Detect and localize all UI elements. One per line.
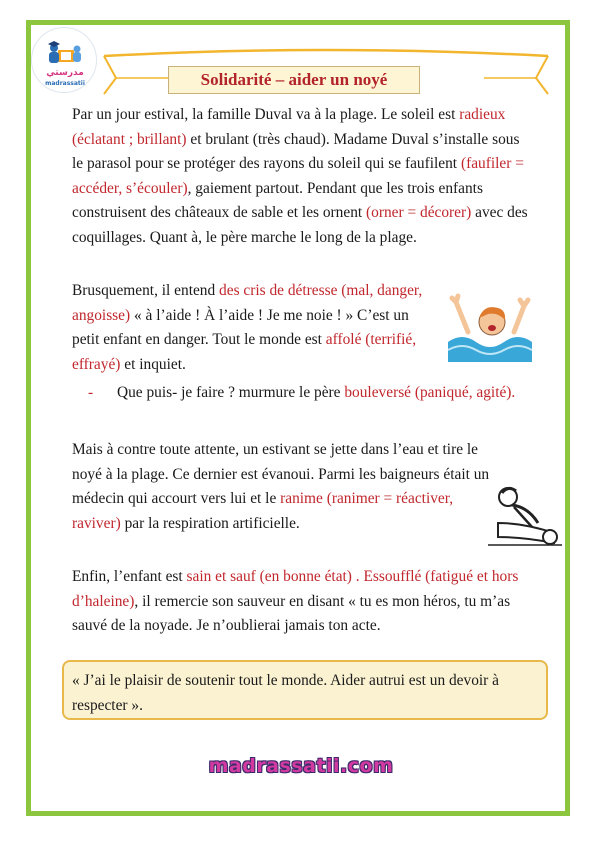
paragraph-5 xyxy=(72,565,532,639)
text-run: Que puis- je faire ? murmure le père xyxy=(117,384,345,401)
madrassatii-logo xyxy=(31,27,97,93)
moral-quote: « J’ai le plaisir de soutenir tout le monde. Aider autrui est un devoir à respecter ». xyxy=(72,672,499,714)
vocabulary-highlight: (orner = décorer) xyxy=(366,204,472,221)
text-run: Enfin, l’enfant est xyxy=(72,568,187,585)
drowning-child-illustration xyxy=(448,292,532,362)
vocabulary-highlight: bouleversé (paniqué, agité). xyxy=(344,384,516,401)
text-run: , gaiement partout. Pendant que les trois enfants construisent des châteaux de sable et les ornent xyxy=(72,179,483,221)
text-run: , il remercie son sauveur en disant « tu es mon héros, tu m’as sauvé de la noyade. Je n’oublierai jamais ton acte. xyxy=(72,592,511,634)
text-run: Mais à contre toute attente, un estivant se jette dans l’eau et tire le noyé à la plage. Ce dernier est évanoui. Parmi les baigneurs était un médecin qui accourt vers lui et le xyxy=(72,441,490,507)
vocabulary-highlight: sain et sauf (en bonne état) . Essoufflé (fatigué et hors d’haleine) xyxy=(72,568,519,610)
paragraph-2 xyxy=(72,279,432,377)
vocabulary-highlight: radieux (éclatant ; brillant) xyxy=(72,106,506,148)
site-watermark: madrassatii.com xyxy=(208,755,394,777)
cpr-rescue-illustration xyxy=(488,483,562,553)
vocabulary-highlight: affolé (terrifié, effrayé) xyxy=(72,331,417,373)
paragraph-4 xyxy=(72,438,497,536)
dialogue-dash: - xyxy=(88,384,94,401)
page-title: Solidarité – aider un noyé xyxy=(168,66,420,94)
text-run: et brulant (très chaud). Madame Duval s’installe sous le parasol pour se protéger des rayons du soleil qui se faufilent xyxy=(72,130,520,172)
paragraph-1 xyxy=(72,103,532,250)
text-run: par la respiration artificielle. xyxy=(120,514,300,532)
vocabulary-highlight: (faufiler = accéder, s’écouler) xyxy=(72,155,524,197)
logo-arabic-text: مدرستي xyxy=(46,68,84,78)
vocabulary-highlight: des cris de détresse (mal, danger, angoisse) xyxy=(72,282,423,324)
text-run: et inquiet. xyxy=(120,355,186,373)
text-run: « à l’aide ! À l’aide ! Je me noie ! » C’est un petit enfant en danger. Tout le monde est xyxy=(72,306,409,348)
paragraph-3-dialogue xyxy=(117,381,537,406)
text-run: Brusquement, il entend xyxy=(72,282,220,299)
text-run: avec des coquillages. Quant à, le père marche le long de la plage. xyxy=(72,204,528,246)
text-run: Par un jour estival, la famille Duval va à la plage. Le soleil est xyxy=(72,106,460,123)
vocabulary-highlight: ranime (ranimer = réactiver, raviver) xyxy=(72,490,454,532)
logo-latin-text: madrassatii xyxy=(45,80,85,87)
